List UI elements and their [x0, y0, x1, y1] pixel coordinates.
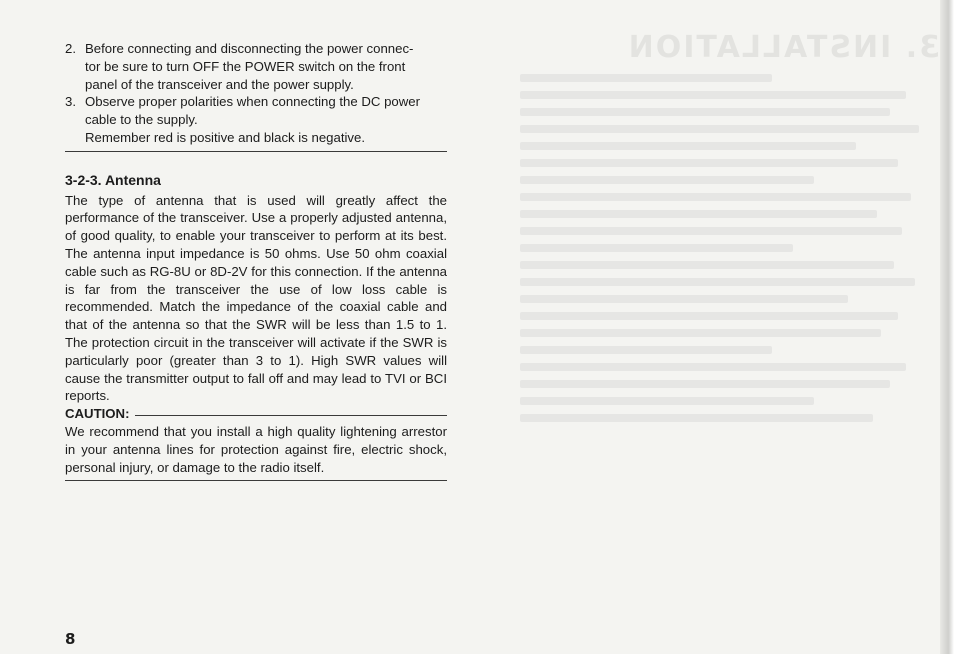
list-item-line: Observe proper polarities when connecting the DC power: [85, 94, 420, 110]
section-heading: 3-2-3. Antenna: [65, 171, 161, 188]
ghost-title: 3. INSTALLATION: [626, 30, 940, 65]
list-item-number: 3.: [65, 94, 76, 110]
instruction-list: [65, 40, 447, 147]
caution-header: [65, 405, 447, 423]
list-item-line: Before connecting and disconnecting the power connec-: [85, 41, 414, 56]
list-item-line: panel of the transceiver and the power supply.: [85, 76, 354, 92]
caution-text: We recommend that you install a high quality lightening arrestor in your antenna lines for protection against fire, electric shock, personal injury, or damage to the radio itself.: [65, 423, 447, 475]
list-item-line: Remember red is positive and black is negative.: [85, 129, 366, 145]
page-number: 8: [65, 630, 76, 648]
divider: [65, 480, 447, 481]
list-item: [65, 93, 447, 146]
list-item-line: cable to the supply.: [85, 112, 198, 128]
page-content: [65, 40, 447, 481]
list-item: [65, 40, 447, 93]
caution-label: CAUTION:: [65, 406, 130, 422]
list-item-line: tor be sure to turn OFF the POWER switch on the front: [85, 58, 406, 74]
page-edge: [940, 0, 954, 654]
list-item-number: 2.: [65, 41, 76, 56]
section-body: The type of antenna that is used will greatly affect the performance of the transceiver. Use a properly adjusted antenna, of good quality, to enable your transceiver to perform at its best. The antenna input impedance is 50 ohms. Use 50 ohm coaxial cable such as RG-8U or 8D-2V for this connection. If the antenna is far from the transceiver the use of low loss cable is recommended. Match the impedance of the coaxial cable and that of the antenna so that the SWR will be less than 1.5 to 1. The protection circuit in the transceiver will activate if the SWR is particularly poor (greater than 3 to 1). High SWR values will cause the transmitter output to fall off and may lead to TVI or BCI reports.: [65, 192, 447, 404]
caution-rule: [135, 415, 447, 416]
reverse-page-bleed-through: [520, 30, 940, 590]
divider: [65, 151, 447, 152]
